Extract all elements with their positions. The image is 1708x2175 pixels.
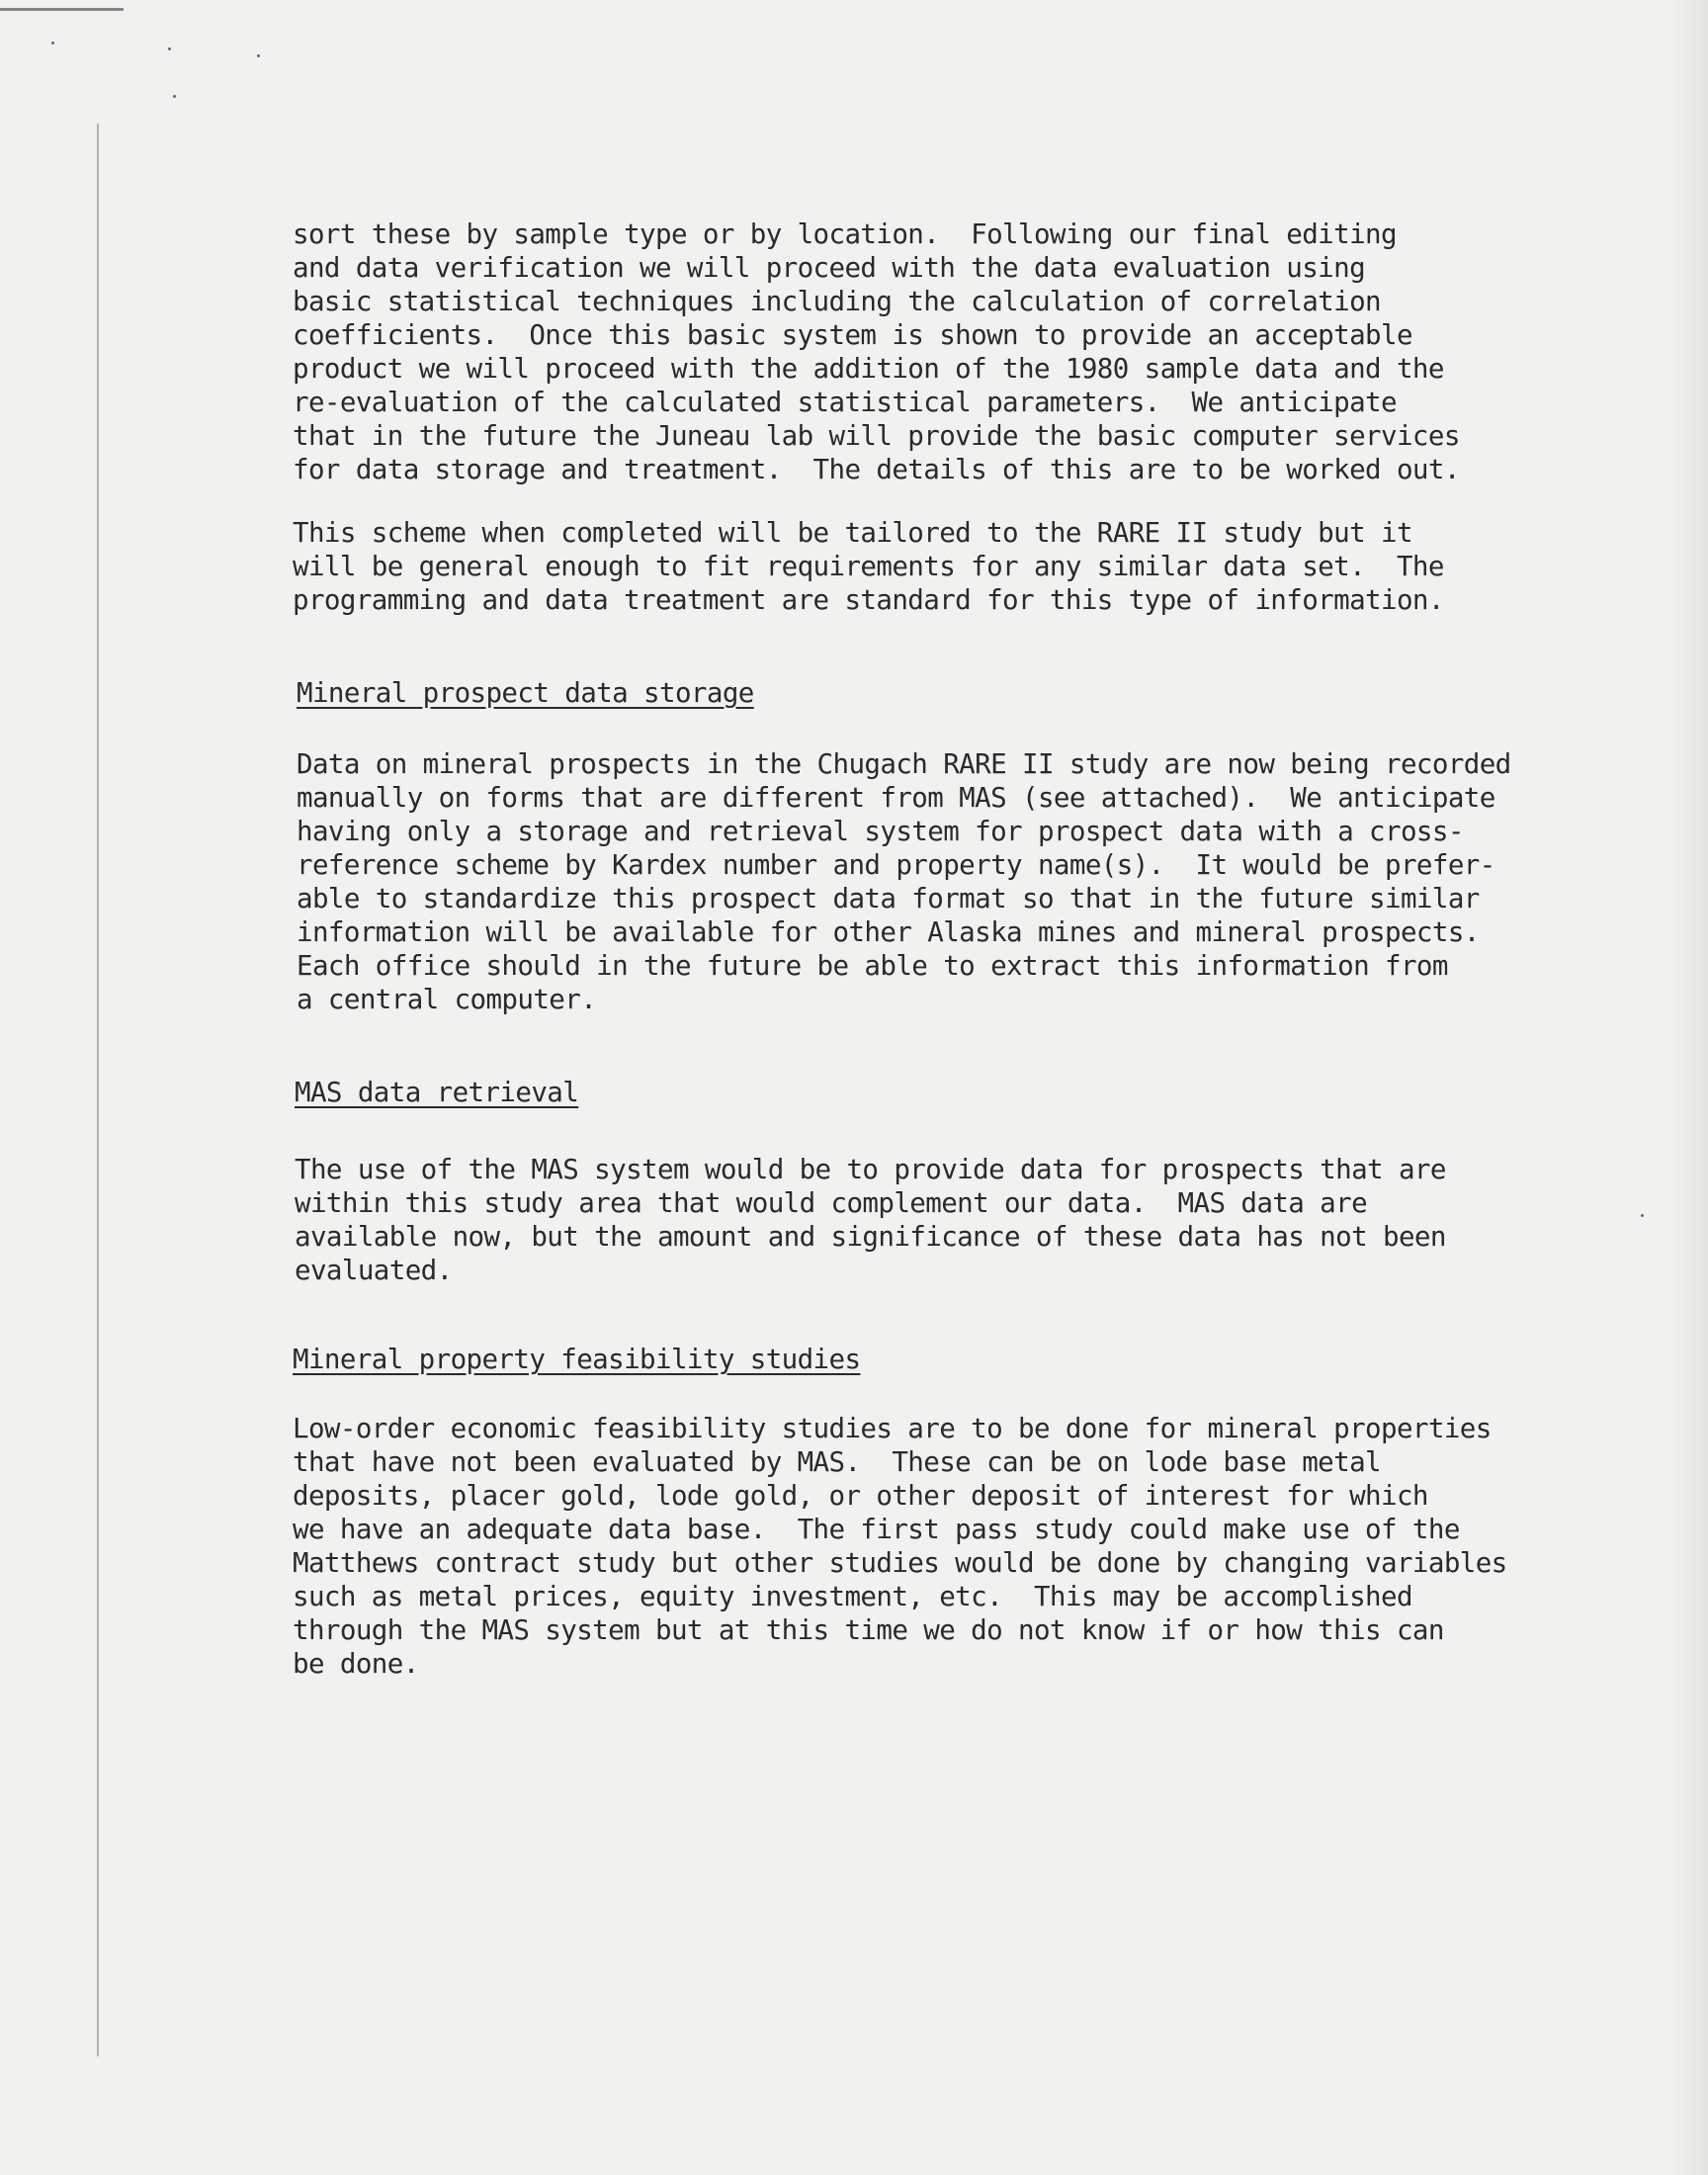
corner-scan-mark bbox=[0, 8, 124, 11]
scan-edge-shadow bbox=[1670, 0, 1708, 2175]
left-margin-line bbox=[97, 124, 99, 2056]
paragraph-feasibility-studies: Low-order economic feasibility studies are to be done for mineral properties that have not been evaluated by MAS. These can be on lode base metal deposits, placer gold, lode gold, or other deposit of interest for which we have an adequate data base. The first pass study could make use of the Matthews contract study but other studies would be done by changing variables such as metal prices, equity investment, etc. This may be accomplished through the MAS system but at this time we do not know if or how this can be done. bbox=[293, 1413, 1507, 1680]
heading-mineral-prospect-data-storage: Mineral prospect data storage bbox=[297, 677, 754, 709]
scan-speck bbox=[257, 54, 260, 57]
scan-speck bbox=[168, 47, 171, 50]
paragraph-mas-system: The use of the MAS system would be to provide data for prospects that are within this study area that would complement our data. MAS data are available now, but the amount and significance of these data has not been evaluated. bbox=[295, 1154, 1446, 1286]
heading-mineral-property-feasibility-studies: Mineral property feasibility studies bbox=[293, 1344, 861, 1375]
heading-mas-data-retrieval: MAS data retrieval bbox=[295, 1077, 579, 1108]
scan-speck bbox=[51, 42, 54, 44]
paragraph-rare-ii-scheme: This scheme when completed will be tailored to the RARE II study but it will be general enough to fit requirements for any similar data set. The programming and data treatment are standard for this type of information. bbox=[293, 517, 1444, 616]
paragraph-mineral-prospects: Data on mineral prospects in the Chugach RARE II study are now being recorded manually on forms that are different from MAS (see attached). We anticipate having only a storage and retrieval system for prospect data with a cross- reference scheme by Kardex number and property name(s). It would be prefer- able to standardize this prospect data format so that in the future similar information will be available for other Alaska mines and mineral prospects. Each office should in the future be able to extract this information from a central computer. bbox=[297, 748, 1511, 1015]
scan-speck bbox=[173, 95, 176, 98]
scan-speck bbox=[1641, 1214, 1644, 1217]
paragraph-data-evaluation: sort these by sample type or by location. Following our final editing and data verification we will proceed with the data evaluation using basic statistical techniques including the calculation of correlation coefficients. Once this basic system is shown to provide an acceptable product we will proceed with the addition of the 1980 sample data and the re-evaluation of the calculated statistical parameters. We anticipate that in the future the Juneau lab will provide the basic computer services for data storage and treatment. The details of this are to be worked out. bbox=[293, 218, 1460, 485]
